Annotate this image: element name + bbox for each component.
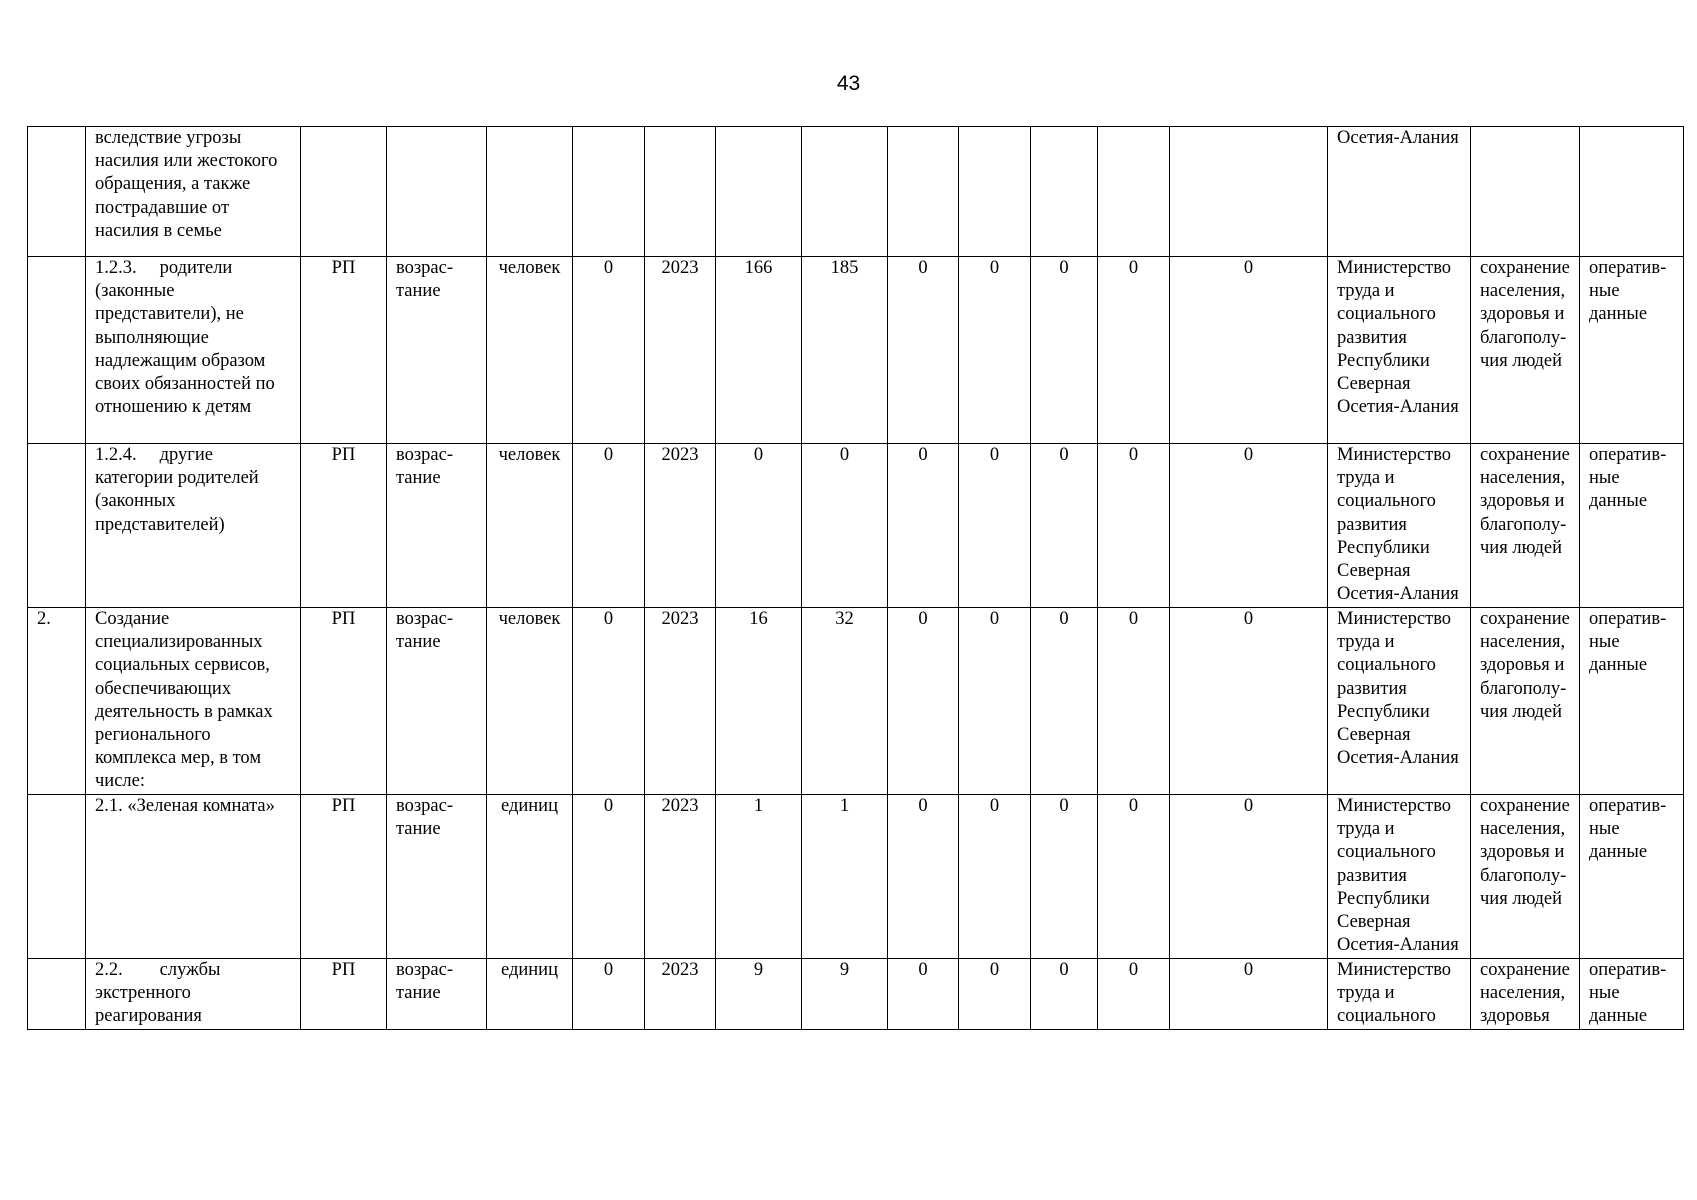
page-number: 43 <box>836 72 861 95</box>
value-cell-text: 1 <box>753 796 764 816</box>
value-cell <box>1098 257 1170 444</box>
value-cell <box>959 127 1031 257</box>
row-number-cell <box>28 608 86 795</box>
value-cell-text: 9 <box>753 960 764 980</box>
value-cell-text: 0 <box>1128 609 1139 629</box>
value-cell <box>959 795 1031 959</box>
indicator-name-cell-text: 2.1. «Зеленая комната» <box>95 796 275 816</box>
indicator-name-cell <box>86 444 301 608</box>
base-year-cell <box>645 127 716 257</box>
trend-cell-text: возрас- тание <box>396 609 453 653</box>
value-cell-text: 0 <box>989 960 1000 980</box>
value-cell <box>716 127 802 257</box>
item-number: 1.2.3. <box>95 258 137 278</box>
value-cell-text: 0 <box>989 609 1000 629</box>
value-cell-text: 1 <box>839 796 850 816</box>
table-row <box>28 127 1684 257</box>
source-cell <box>301 959 387 1030</box>
unit-cell <box>487 444 573 608</box>
value-cell <box>716 959 802 1030</box>
responsible-cell-text: Министерство труда и социального развития Республики Северная Осетия-Алания <box>1337 258 1459 418</box>
unit-cell <box>487 795 573 959</box>
value-cell-text: 166 <box>744 258 773 278</box>
trend-cell-text: возрас- тание <box>396 445 453 489</box>
indicator-name-cell <box>86 257 301 444</box>
value-cell <box>888 127 959 257</box>
goal-cell-text: сохранение населения, здоровья и благополу- чия людей <box>1480 609 1570 722</box>
goal-cell <box>1471 127 1580 257</box>
unit-cell-text: единиц <box>501 960 558 980</box>
value-cell-text: 0 <box>989 796 1000 816</box>
table-row <box>28 444 1684 608</box>
value-cell-text: 0 <box>839 445 850 465</box>
data-source-cell-text: оператив- ные данные <box>1589 960 1667 1027</box>
value-cell <box>888 444 959 608</box>
value-cell-text: 0 <box>1059 609 1069 629</box>
trend-cell <box>387 127 487 257</box>
value-cell <box>888 959 959 1030</box>
unit-cell-text: человек <box>498 445 561 465</box>
value-cell <box>802 257 888 444</box>
value-cell <box>959 257 1031 444</box>
goal-cell-text: сохранение населения, здоровья и благополу- чия людей <box>1480 445 1570 558</box>
responsible-cell-text: Осетия-Алания <box>1337 128 1459 148</box>
value-cell <box>716 795 802 959</box>
indicator-name-cell <box>86 127 301 257</box>
trend-cell <box>387 257 487 444</box>
goal-cell-text: сохранение населения, здоровья и благополу- чия людей <box>1480 258 1570 371</box>
value-cell-text: 0 <box>918 796 928 816</box>
base-value-cell <box>573 127 645 257</box>
value-cell-text: 0 <box>918 960 928 980</box>
data-source-cell <box>1580 795 1684 959</box>
value-cell <box>802 795 888 959</box>
base-year-cell <box>645 959 716 1030</box>
base-value-cell <box>573 795 645 959</box>
trend-cell-text: возрас- тание <box>396 960 453 1004</box>
base-year-cell <box>645 257 716 444</box>
base-value-cell-text: 0 <box>603 609 614 629</box>
value-cell <box>888 608 959 795</box>
value-cell <box>888 257 959 444</box>
row-number-cell <box>28 795 86 959</box>
row-number-cell <box>28 444 86 608</box>
value-cell <box>888 795 959 959</box>
goal-cell <box>1471 257 1580 444</box>
goal-cell <box>1471 444 1580 608</box>
value-cell <box>1098 959 1170 1030</box>
value-cell-text: 0 <box>1243 445 1254 465</box>
value-cell-text: 16 <box>749 609 768 629</box>
value-cell-text: 9 <box>839 960 850 980</box>
responsible-cell <box>1328 795 1471 959</box>
value-cell <box>1170 444 1328 608</box>
value-cell-text: 185 <box>830 258 859 278</box>
value-cell-text: 0 <box>1128 258 1139 278</box>
row-number-cell <box>28 127 86 257</box>
unit-cell <box>487 608 573 795</box>
goal-cell <box>1471 959 1580 1030</box>
value-cell <box>1031 608 1098 795</box>
responsible-cell-text: Министерство труда и социального <box>1337 960 1452 1027</box>
item-text: службы экстренного реагирования <box>95 960 221 1027</box>
item-text: другие категории родителей (законных представителей) <box>95 445 259 535</box>
unit-cell <box>487 257 573 444</box>
base-value-cell-text: 0 <box>603 796 614 816</box>
value-cell-text: 32 <box>835 609 854 629</box>
value-cell <box>1170 959 1328 1030</box>
trend-cell-text: возрас- тание <box>396 796 453 840</box>
value-cell-text: 0 <box>1059 445 1069 465</box>
table-row <box>28 257 1684 444</box>
value-cell-text: 0 <box>989 258 1000 278</box>
responsible-cell <box>1328 608 1471 795</box>
responsible-cell <box>1328 257 1471 444</box>
value-cell <box>802 608 888 795</box>
value-cell <box>1098 444 1170 608</box>
row-number-cell <box>28 959 86 1030</box>
data-source-cell-text: оператив- ные данные <box>1589 258 1667 325</box>
data-source-cell <box>1580 127 1684 257</box>
data-source-cell <box>1580 444 1684 608</box>
indicator-name-cell <box>86 795 301 959</box>
value-cell <box>959 444 1031 608</box>
value-cell <box>1031 795 1098 959</box>
responsible-cell <box>1328 444 1471 608</box>
source-cell-text: РП <box>331 960 356 980</box>
indicator-name-cell <box>86 608 301 795</box>
indicator-name-cell <box>86 959 301 1030</box>
responsible-cell <box>1328 959 1471 1030</box>
value-cell <box>1031 127 1098 257</box>
base-value-cell-text: 0 <box>603 960 614 980</box>
value-cell <box>802 959 888 1030</box>
base-year-cell-text: 2023 <box>661 258 699 278</box>
value-cell <box>716 444 802 608</box>
data-source-cell-text: оператив- ные данные <box>1589 796 1667 863</box>
source-cell-text: РП <box>331 258 356 278</box>
item-number: 1.2.4. <box>95 445 137 465</box>
value-cell-text: 0 <box>753 445 764 465</box>
base-year-cell-text: 2023 <box>661 960 699 980</box>
indicators-table <box>27 126 1684 1030</box>
value-cell <box>802 444 888 608</box>
value-cell <box>1031 444 1098 608</box>
goal-cell-text: сохранение населения, здоровья и благополу- чия людей <box>1480 796 1570 909</box>
value-cell <box>1031 959 1098 1030</box>
base-value-cell-text: 0 <box>603 445 614 465</box>
data-source-cell-text: оператив- ные данные <box>1589 445 1667 512</box>
value-cell-text: 0 <box>1128 445 1139 465</box>
value-cell <box>1170 795 1328 959</box>
data-source-cell <box>1580 959 1684 1030</box>
value-cell <box>959 959 1031 1030</box>
base-year-cell-text: 2023 <box>661 796 699 816</box>
row-number-cell <box>28 257 86 444</box>
source-cell <box>301 127 387 257</box>
goal-cell <box>1471 795 1580 959</box>
data-source-cell <box>1580 608 1684 795</box>
goal-cell <box>1471 608 1580 795</box>
source-cell-text: РП <box>331 609 356 629</box>
source-cell <box>301 444 387 608</box>
value-cell-text: 0 <box>989 445 1000 465</box>
trend-cell <box>387 795 487 959</box>
value-cell-text: 0 <box>1059 960 1069 980</box>
base-year-cell-text: 2023 <box>661 445 699 465</box>
value-cell <box>716 257 802 444</box>
value-cell <box>1098 608 1170 795</box>
trend-cell <box>387 959 487 1030</box>
base-value-cell-text: 0 <box>603 258 614 278</box>
base-value-cell <box>573 608 645 795</box>
value-cell-text: 0 <box>1243 796 1254 816</box>
unit-cell-text: человек <box>498 609 561 629</box>
value-cell <box>1098 795 1170 959</box>
base-year-cell <box>645 608 716 795</box>
value-cell-text: 0 <box>918 445 928 465</box>
table-row <box>28 795 1684 959</box>
value-cell-text: 0 <box>1128 960 1139 980</box>
base-value-cell <box>573 444 645 608</box>
source-cell <box>301 795 387 959</box>
item-text: родители (законные представители), не выполняющие надлежащим образом своих обязанностей по отношению к детям <box>95 258 275 418</box>
responsible-cell-text: Министерство труда и социального развития Республики Северная Осетия-Алания <box>1337 609 1459 769</box>
indicator-name-cell-text: вследствие угрозы насилия или жестокого обращения, а также пострадавшие от насилия в семье <box>95 128 278 241</box>
value-cell <box>716 608 802 795</box>
value-cell <box>1170 257 1328 444</box>
row-number-cell-text: 2. <box>37 609 51 629</box>
base-year-cell-text: 2023 <box>661 609 699 629</box>
base-year-cell <box>645 444 716 608</box>
base-year-cell <box>645 795 716 959</box>
value-cell <box>802 127 888 257</box>
value-cell <box>959 608 1031 795</box>
value-cell-text: 0 <box>1243 609 1254 629</box>
responsible-cell-text: Министерство труда и социального развития Республики Северная Осетия-Алания <box>1337 445 1459 605</box>
table-row <box>28 608 1684 795</box>
value-cell-text: 0 <box>1059 258 1069 278</box>
value-cell <box>1098 127 1170 257</box>
value-cell-text: 0 <box>1059 796 1069 816</box>
value-cell <box>1170 608 1328 795</box>
base-value-cell <box>573 959 645 1030</box>
item-number: 2.2. <box>95 960 123 980</box>
value-cell <box>1031 257 1098 444</box>
value-cell-text: 0 <box>1128 796 1139 816</box>
source-cell <box>301 257 387 444</box>
value-cell-text: 0 <box>1243 960 1254 980</box>
trend-cell <box>387 608 487 795</box>
source-cell-text: РП <box>331 796 356 816</box>
responsible-cell-text: Министерство труда и социального развития Республики Северная Осетия-Алания <box>1337 796 1459 956</box>
responsible-cell <box>1328 127 1471 257</box>
value-cell <box>1170 127 1328 257</box>
value-cell-text: 0 <box>1243 258 1254 278</box>
source-cell-text: РП <box>331 445 356 465</box>
unit-cell-text: человек <box>498 258 561 278</box>
trend-cell-text: возрас- тание <box>396 258 453 302</box>
value-cell-text: 0 <box>918 609 928 629</box>
trend-cell <box>387 444 487 608</box>
indicator-name-cell-text: Создание специализированных социальных сервисов, обеспечивающих деятельность в рамках регионального комплекса мер, в том числе: <box>95 609 273 792</box>
source-cell <box>301 608 387 795</box>
table-row <box>28 959 1684 1030</box>
unit-cell <box>487 959 573 1030</box>
base-value-cell <box>573 257 645 444</box>
unit-cell-text: единиц <box>501 796 558 816</box>
data-source-cell <box>1580 257 1684 444</box>
goal-cell-text: сохранение населения, здоровья <box>1480 960 1570 1027</box>
unit-cell <box>487 127 573 257</box>
data-source-cell-text: оператив- ные данные <box>1589 609 1667 676</box>
value-cell-text: 0 <box>918 258 928 278</box>
